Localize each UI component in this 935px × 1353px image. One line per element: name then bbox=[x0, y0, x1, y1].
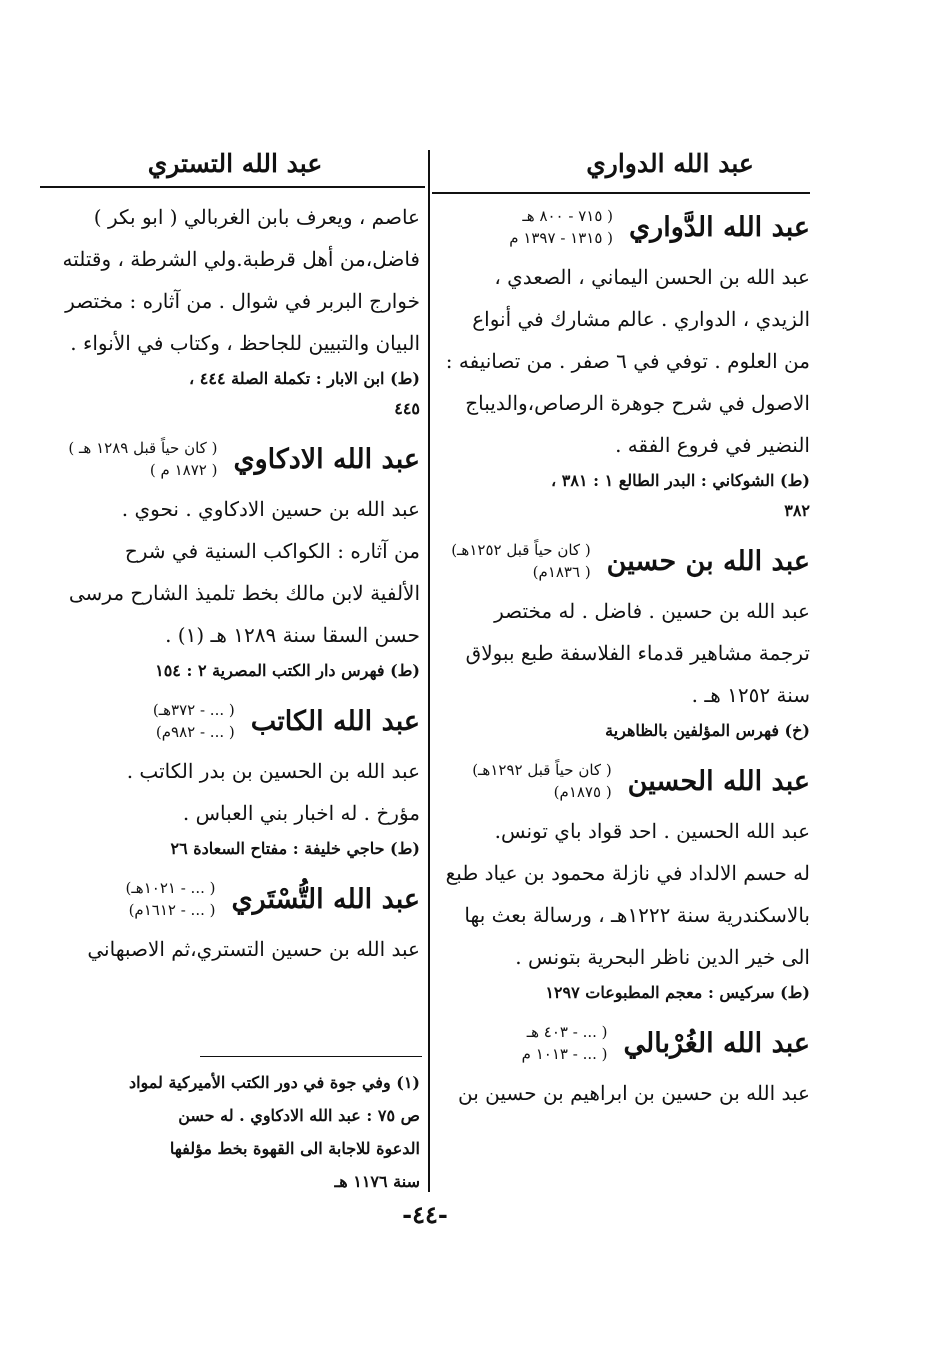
reference-line: (ط) حاجي خليفة : مفتاح السعادة ٢٦ bbox=[170, 839, 420, 858]
body-line: حسن السقا سنة ١٢٨٩ هـ (١) . bbox=[165, 623, 420, 647]
date-gregorian: ( ١٨٧٥م) bbox=[553, 783, 612, 801]
entry-name: عبد الله بن حسين bbox=[606, 545, 810, 577]
entry-name: عبد الله الحسين bbox=[627, 765, 810, 797]
entry-dates bbox=[472, 759, 611, 803]
entry-dates bbox=[153, 699, 235, 743]
body-line: سنة ١٢٥٢ هـ . bbox=[691, 683, 810, 707]
footnote-rule bbox=[200, 1056, 422, 1057]
header-rule-right bbox=[432, 192, 810, 194]
body-line: عبد الله بن حسين بن ابراهيم بن حسين بن bbox=[457, 1081, 810, 1105]
date-hijri: ( ... - ٤٠٣ هـ bbox=[526, 1023, 608, 1041]
reference-line: ٣٨٢ bbox=[784, 501, 810, 520]
reference-line: (ط) الشوكاني : البدر الطالع ١ : ٣٨١ ، bbox=[551, 471, 810, 490]
body-line: ترجمة مشاهير قدماء الفلاسفة طبع ببولاق bbox=[465, 641, 810, 665]
date-hijri: ( ٧١٥ - ٨٠٠ هـ bbox=[522, 207, 614, 225]
date-gregorian: ( ... - ١٠١٣ م bbox=[521, 1045, 608, 1063]
footnote-line: سنة ١١٧٦ هـ bbox=[334, 1172, 420, 1191]
body-line: عبد الله بن حسين . فاضل . له مختصر bbox=[494, 599, 810, 623]
body-line: النضير في فروع الفقه . bbox=[615, 433, 810, 457]
entry-dates bbox=[451, 539, 590, 583]
body-line: الاصول في شرح جوهرة الرصاص،والديباج bbox=[465, 391, 810, 415]
body-line: مؤرخ . له اخبار بني العباس . bbox=[182, 801, 420, 825]
body-line: الزيدي ، الدواري . عالم مشارك في أنواع bbox=[472, 307, 810, 331]
date-hijri: ( ... - ٣٧٢هـ) bbox=[152, 701, 235, 719]
body-line: عبد الله بن الحسين بن بدر الكاتب . bbox=[126, 759, 420, 783]
body-line: فاضل،من أهل قرطبة.ولي الشرطة ، وقتلته bbox=[62, 247, 420, 271]
reference-line: (ط) ابن الابار : تكملة الصلة ٤٤٤ ، bbox=[189, 369, 420, 388]
reference-line: ٤٤٥ bbox=[394, 399, 420, 418]
entry-name: عبد الله الادكاوي bbox=[233, 443, 420, 475]
body-line: عاصم ، ويعرف بابن الغربالي ( ابو بكر ) bbox=[93, 205, 420, 229]
running-header-left: عبد الله التستري bbox=[147, 149, 323, 178]
entry-al-husayn bbox=[440, 752, 810, 1008]
entry-ghurbali bbox=[440, 1014, 810, 1114]
body-line: عبد الله بن حسين الادكاوي . نحوي . bbox=[121, 497, 420, 521]
entry-tustari bbox=[48, 870, 420, 970]
footnote bbox=[48, 1066, 420, 1198]
entry-dawari bbox=[440, 198, 810, 526]
entry-dates bbox=[126, 877, 216, 921]
entry-katib bbox=[48, 692, 420, 864]
entry-dates bbox=[68, 437, 217, 481]
date-hijri: ( ... - ١٠٢١هـ) bbox=[125, 879, 216, 897]
entry-heading bbox=[440, 1014, 810, 1072]
body-line: خوارج البربر في شوال . من آثاره : مختصر bbox=[65, 289, 420, 313]
running-header-right: عبد الله الدواري bbox=[586, 149, 754, 178]
entry-dates bbox=[509, 205, 613, 249]
date-hijri: ( كان حياً قبل ١٢٩٢هـ) bbox=[472, 761, 612, 779]
entry-heading bbox=[48, 430, 420, 488]
reference-line: (ط) سركيس : معجم المطبوعات ١٢٩٧ bbox=[545, 983, 810, 1002]
body-line: له حسم الالداد في نازلة محمود بن عياد طبع bbox=[445, 861, 810, 885]
date-gregorian: ( ... - ٩٨٢م) bbox=[155, 723, 235, 741]
body-line: عبد الله الحسين . احد قواد باي تونس. bbox=[494, 819, 810, 843]
footnote-line: الدعوة للاجابة الى القهوة بخط مؤلفها bbox=[169, 1139, 420, 1158]
reference-line: (خ) فهرس المؤلفين بالظاهرية bbox=[605, 721, 810, 740]
reference-line: (ط) فهرس دار الكتب المصرية ٢ : ١٥٤ bbox=[155, 661, 420, 680]
date-gregorian: ( ١٣١٥ - ١٣٩٧ م bbox=[509, 229, 614, 247]
entry-name: عبد الله الكاتب bbox=[250, 705, 420, 737]
entry-ghurbali-continued bbox=[48, 196, 420, 424]
footnote-line: (١) وفي جوة في دور الكتب الأميركية لمواد bbox=[128, 1073, 420, 1092]
entry-ibn-husayn bbox=[440, 532, 810, 746]
column-divider bbox=[428, 150, 430, 1192]
entry-heading bbox=[440, 198, 810, 256]
entry-name: عبد الله الدَّواري bbox=[629, 211, 810, 243]
body-line: بالاسكندرية سنة ١٢٢٢هـ ، ورسالة بعث بها bbox=[464, 903, 810, 927]
entry-heading bbox=[440, 532, 810, 590]
date-gregorian: ( ١٨٧٢ م ) bbox=[149, 461, 218, 479]
entry-heading bbox=[440, 752, 810, 810]
page-number: -٤٤- bbox=[402, 1200, 448, 1229]
body-line: الألفية لابن مالك بخط تلميذ الشارح مرسى bbox=[68, 581, 420, 605]
body-line: من آثاره : الكواكب السنية في شرح bbox=[124, 539, 420, 563]
header-rule-left bbox=[40, 186, 425, 188]
body-line: عبد الله بن حسين التستري،ثم الاصبهاني bbox=[87, 937, 420, 961]
entry-heading bbox=[48, 692, 420, 750]
date-hijri: ( كان حياً قبل ١٢٥٢هـ) bbox=[451, 541, 591, 559]
body-line: عبد الله بن الحسن اليماني ، الصعدي ، bbox=[494, 265, 810, 289]
date-gregorian: ( ... - ١٦١٢م) bbox=[128, 901, 216, 919]
entry-idkawi bbox=[48, 430, 420, 686]
left-column bbox=[48, 196, 420, 976]
date-hijri: ( كان حياً قبل ١٢٨٩ هـ ) bbox=[68, 439, 218, 457]
footnote-line: ص ٧٥ : عبد الله الادكاوي . له حسن bbox=[178, 1106, 420, 1125]
body-line: من العلوم . توفي في ٦ صفر . من تصانيفه : bbox=[445, 349, 810, 373]
right-column bbox=[440, 198, 810, 1120]
entry-dates bbox=[522, 1021, 608, 1065]
body-line: الى خير الدين ناظر البحرية بتونس . bbox=[515, 945, 810, 969]
body-line: البيان والتبيين للجاحظ ، وكتاب في الأنواء . bbox=[70, 331, 420, 355]
date-gregorian: ( ١٨٣٦م) bbox=[532, 563, 591, 581]
entry-name: عبد الله الغُرْبالي bbox=[623, 1027, 810, 1059]
entry-name: عبد الله التُّسْتَري bbox=[231, 883, 420, 915]
entry-heading bbox=[48, 870, 420, 928]
